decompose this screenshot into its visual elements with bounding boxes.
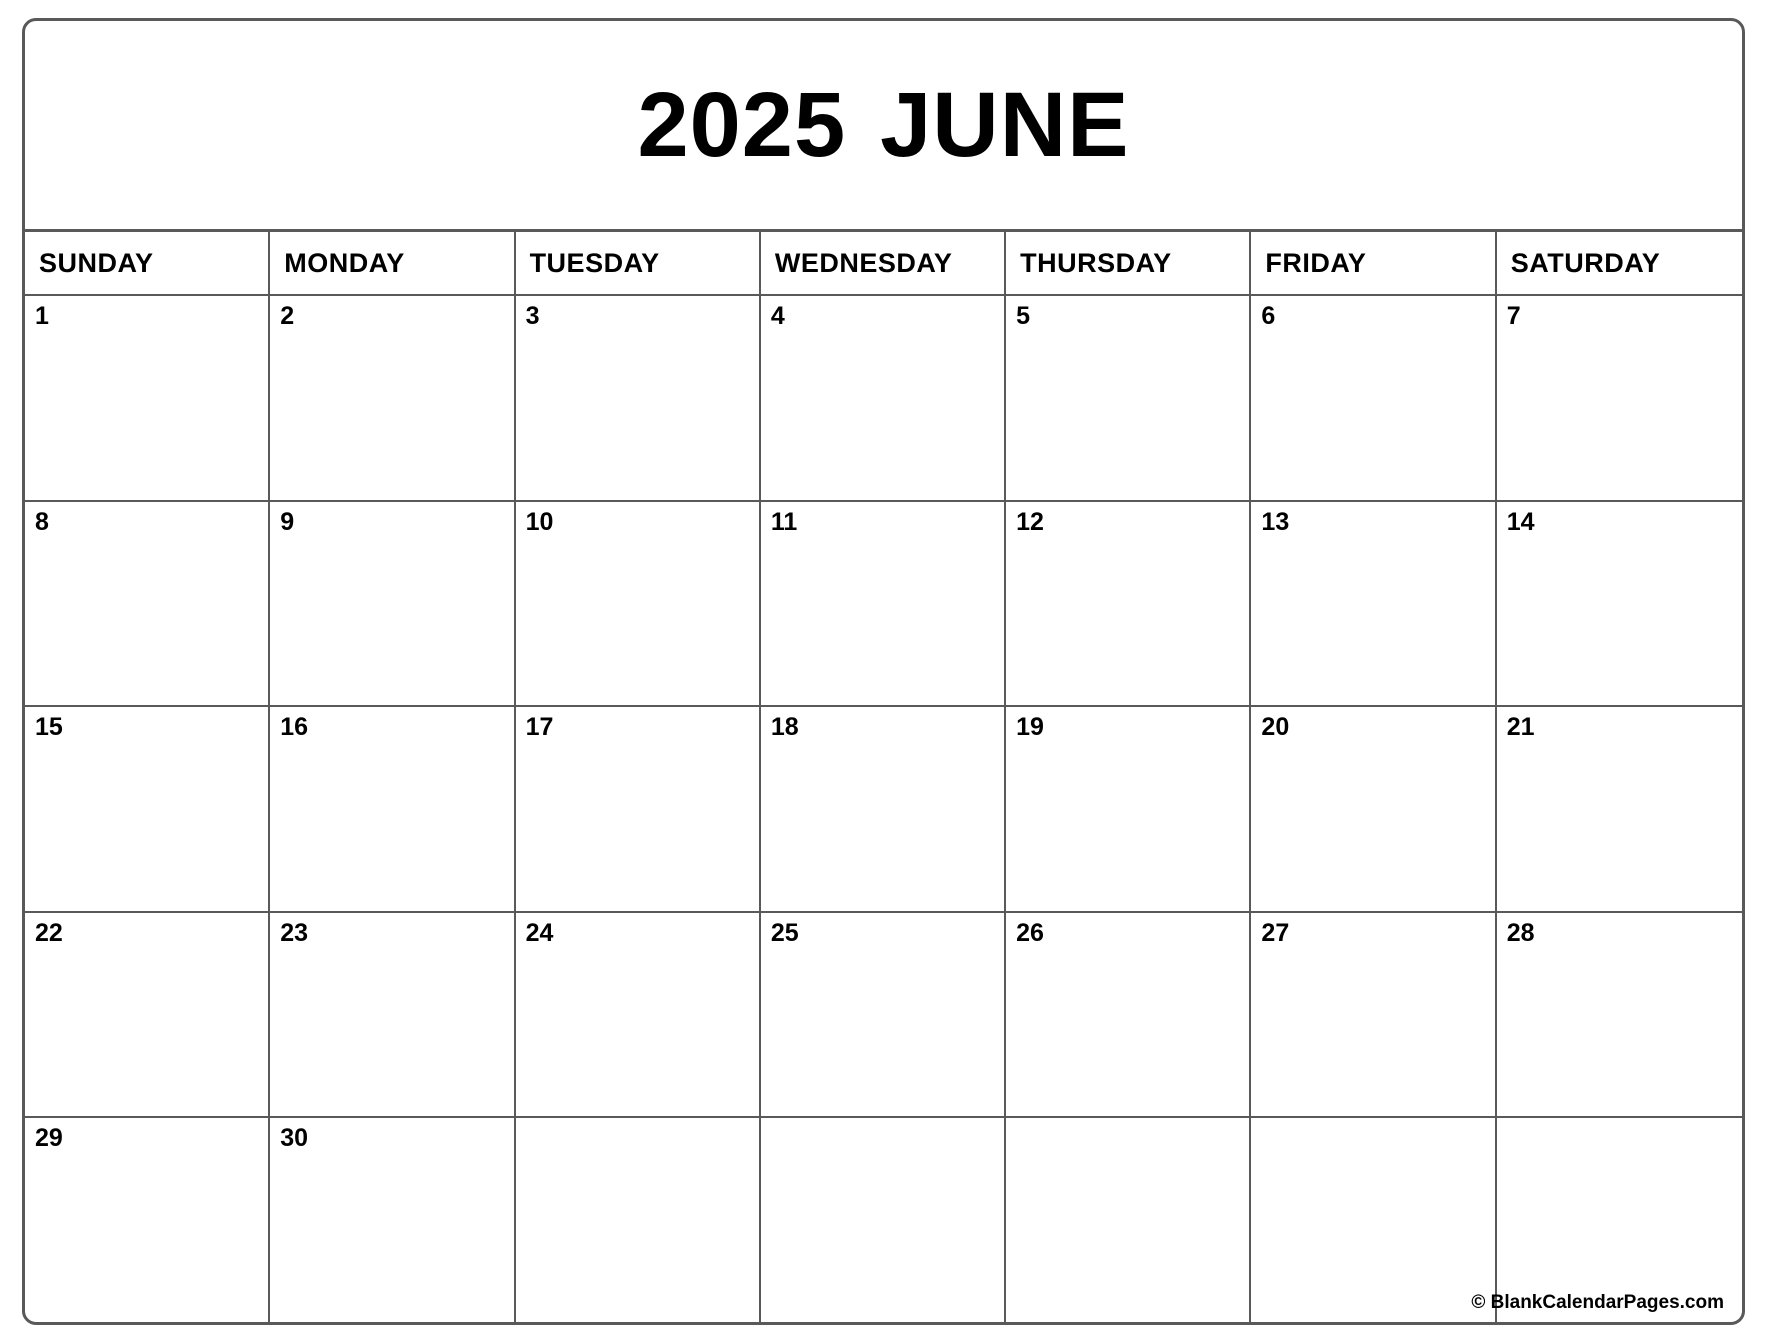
day-cell[interactable] [1251, 502, 1496, 706]
day-cell[interactable] [25, 296, 270, 500]
day-number: 22 [35, 918, 63, 947]
day-cell[interactable] [1497, 296, 1742, 500]
title-year: 2025 [637, 73, 847, 176]
day-number: 12 [1016, 507, 1044, 536]
day-number: 9 [280, 507, 295, 536]
day-cell-empty[interactable] [1251, 1118, 1496, 1322]
day-cell[interactable] [516, 296, 761, 500]
title-month: JUNE [880, 73, 1130, 176]
day-cell[interactable] [25, 1118, 270, 1322]
day-cell[interactable] [761, 707, 1006, 911]
day-number: 7 [1506, 302, 1521, 330]
day-number: 26 [1016, 918, 1044, 947]
day-cell[interactable] [1251, 296, 1496, 500]
day-cell[interactable] [1006, 913, 1251, 1117]
day-number: 2 [280, 302, 295, 330]
day-number: 29 [35, 1124, 63, 1153]
day-cell[interactable] [270, 296, 515, 500]
day-cell[interactable] [25, 502, 270, 706]
day-number: 18 [770, 713, 799, 742]
day-cell[interactable] [270, 913, 515, 1117]
day-number: 17 [525, 713, 554, 742]
day-cell[interactable] [1497, 502, 1742, 706]
day-cell-empty[interactable] [1006, 1118, 1251, 1322]
day-number: 1 [35, 302, 49, 330]
day-cell[interactable] [25, 913, 270, 1117]
day-cell[interactable] [1006, 707, 1251, 911]
day-number: 23 [280, 918, 309, 947]
weekday-thursday: THURSDAY [1006, 232, 1251, 294]
day-cell[interactable] [270, 1118, 515, 1322]
day-number: 24 [525, 918, 554, 947]
day-number: 19 [1016, 713, 1044, 742]
day-number: 28 [1506, 918, 1535, 947]
day-number: 8 [35, 507, 49, 536]
day-cell[interactable] [761, 502, 1006, 706]
day-number: 6 [1261, 302, 1276, 330]
day-cell[interactable] [516, 707, 761, 911]
day-cell-empty[interactable] [761, 1118, 1006, 1322]
day-cell[interactable] [1251, 913, 1496, 1117]
day-number: 14 [1506, 507, 1535, 536]
site-credit: © BlankCalendarPages.com [1471, 1292, 1724, 1313]
day-number: 16 [280, 713, 309, 742]
weekday-tuesday: TUESDAY [516, 232, 761, 294]
day-cell[interactable] [270, 707, 515, 911]
calendar-week-row [25, 502, 1742, 708]
day-number: 3 [525, 302, 540, 330]
weekday-saturday: SATURDAY [1510, 247, 1661, 278]
day-number: 30 [280, 1124, 309, 1153]
day-number: 5 [1016, 302, 1031, 330]
day-cell[interactable] [761, 913, 1006, 1117]
calendar-week-row [25, 296, 1742, 502]
day-number: 15 [35, 713, 63, 742]
weekday-header-row [25, 232, 1742, 296]
day-number: 4 [770, 302, 785, 330]
day-cell-empty[interactable] [516, 1118, 761, 1322]
weekday-wednesday: WEDNESDAY [761, 232, 1006, 294]
calendar-weeks [25, 296, 1742, 1322]
day-cell[interactable] [516, 913, 761, 1117]
calendar [22, 18, 1745, 1325]
weekday-friday: FRIDAY [1251, 232, 1496, 294]
day-cell[interactable] [1497, 913, 1742, 1117]
day-number: 21 [1506, 713, 1535, 742]
day-cell[interactable] [516, 502, 761, 706]
day-cell[interactable] [1006, 296, 1251, 500]
calendar-title-bar [25, 21, 1742, 232]
day-number: 13 [1261, 507, 1290, 536]
day-number: 25 [770, 918, 799, 947]
day-cell[interactable] [1251, 707, 1496, 911]
calendar-week-row [25, 913, 1742, 1119]
day-number: 20 [1261, 713, 1290, 742]
day-cell[interactable] [1006, 502, 1251, 706]
day-number: 11 [770, 507, 798, 536]
day-number: 10 [525, 507, 554, 536]
weekday-monday: MONDAY [270, 232, 515, 294]
weekday-sunday: SUNDAY [25, 232, 270, 294]
day-cell[interactable] [270, 502, 515, 706]
day-cell[interactable] [1497, 707, 1742, 911]
calendar-week-row [25, 707, 1742, 913]
day-number: 27 [1261, 918, 1290, 947]
page-title [637, 73, 1129, 178]
day-cell[interactable] [761, 296, 1006, 500]
day-cell[interactable] [25, 707, 270, 911]
